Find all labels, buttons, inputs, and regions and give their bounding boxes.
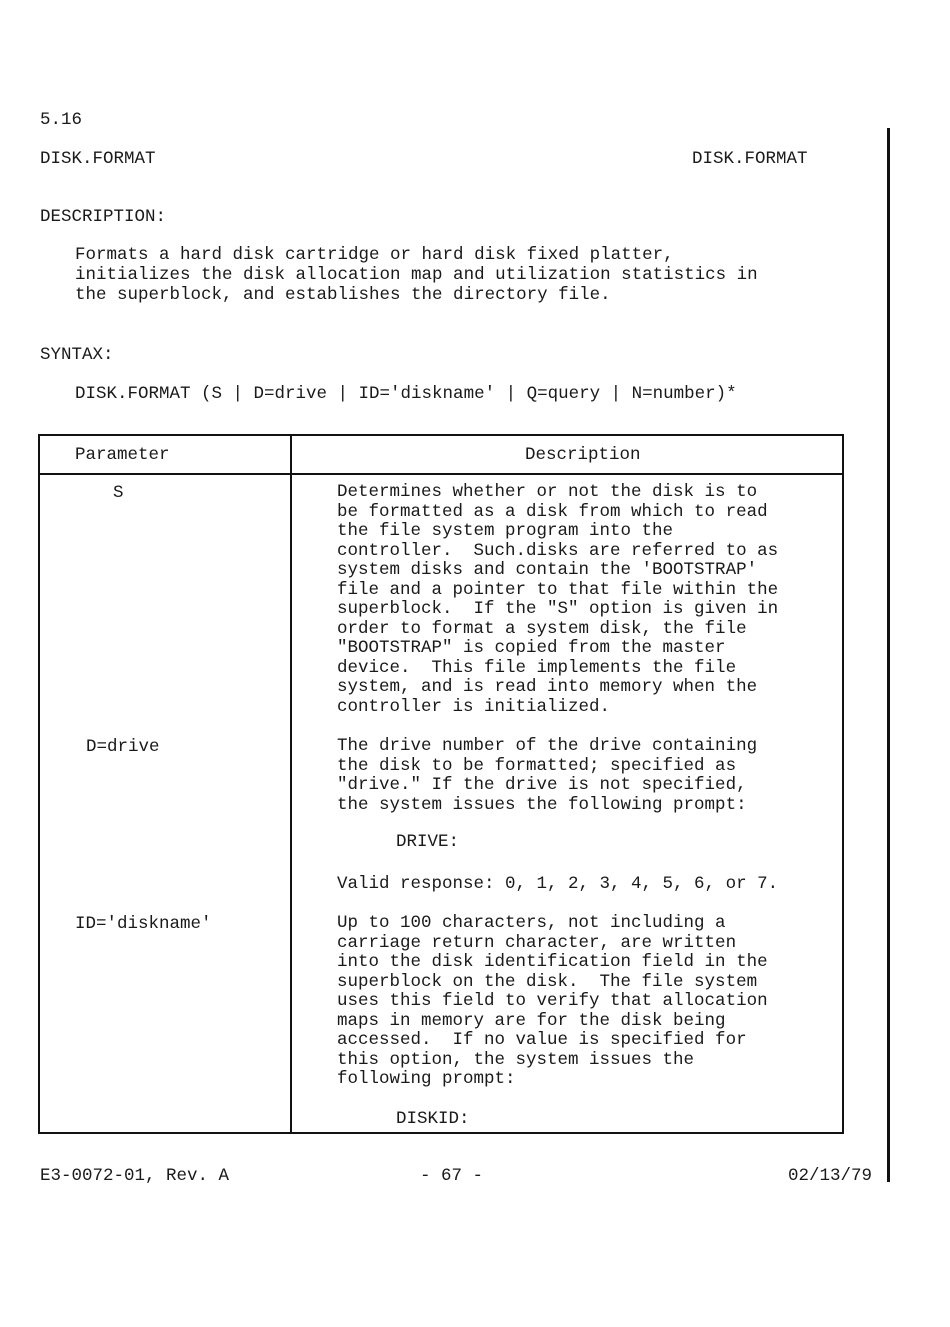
footer-doc-id: E3-0072-01, Rev. A [40, 1166, 230, 1186]
syntax-heading: SYNTAX: [40, 345, 114, 365]
syntax-body: DISK.FORMAT (S | D=drive | ID='diskname' | Q=query | N=number)* [75, 384, 737, 404]
column-header-parameter: Parameter [75, 445, 170, 465]
header-divider [40, 473, 842, 475]
prompt-drive: DRIVE: [396, 832, 460, 852]
desc-drive: The drive number of the drive containing the disk to be formatted; specified as "drive." If the drive is not specified, the system issues the following prompt: [337, 736, 758, 815]
valid-response-drive: Valid response: 0, 1, 2, 3, 4, 5, 6, or 7. [337, 874, 779, 894]
column-divider [290, 436, 292, 1132]
footer-date: 02/13/79 [788, 1166, 873, 1186]
desc-s: Determines whether or not the disk is to be formatted as a disk from which to read the file system program into the controller. Such.disks are referred to as system disks and contain the 'BOOTSTRAP' file and a pointer to that file within the superblock. If the "S" option is given in order to format a system disk, the file "BOOTSTRAP" is copied from the master device. This file implements the file system, and is read into memory when the controller is initialized. [337, 482, 779, 717]
param-drive: D=drive [86, 737, 160, 757]
command-title-right: DISK.FORMAT [692, 149, 808, 169]
section-number: 5.16 [40, 110, 83, 130]
description-body: Formats a hard disk cartridge or hard disk fixed platter, initializes the disk allocation map and utilization statistics in the superblock, and establishes the directory file. [75, 245, 758, 305]
desc-id: Up to 100 characters, not including a carriage return character, are written into the disk identification field in the superblock on the disk. The file system uses this field to verify that allocation maps in memory are for the disk being accessed. If no value is specified for this option, the system issues the following prompt: [337, 913, 768, 1089]
command-title-left: DISK.FORMAT [40, 149, 156, 169]
description-heading: DESCRIPTION: [40, 207, 167, 227]
param-s: S [113, 483, 124, 503]
column-header-description: Description [525, 445, 641, 465]
revision-change-bar [887, 128, 890, 1182]
parameter-table [38, 434, 844, 1134]
footer-page-number: - 67 - [420, 1166, 484, 1186]
prompt-diskid: DISKID: [396, 1109, 470, 1129]
param-id: ID='diskname' [75, 914, 212, 934]
